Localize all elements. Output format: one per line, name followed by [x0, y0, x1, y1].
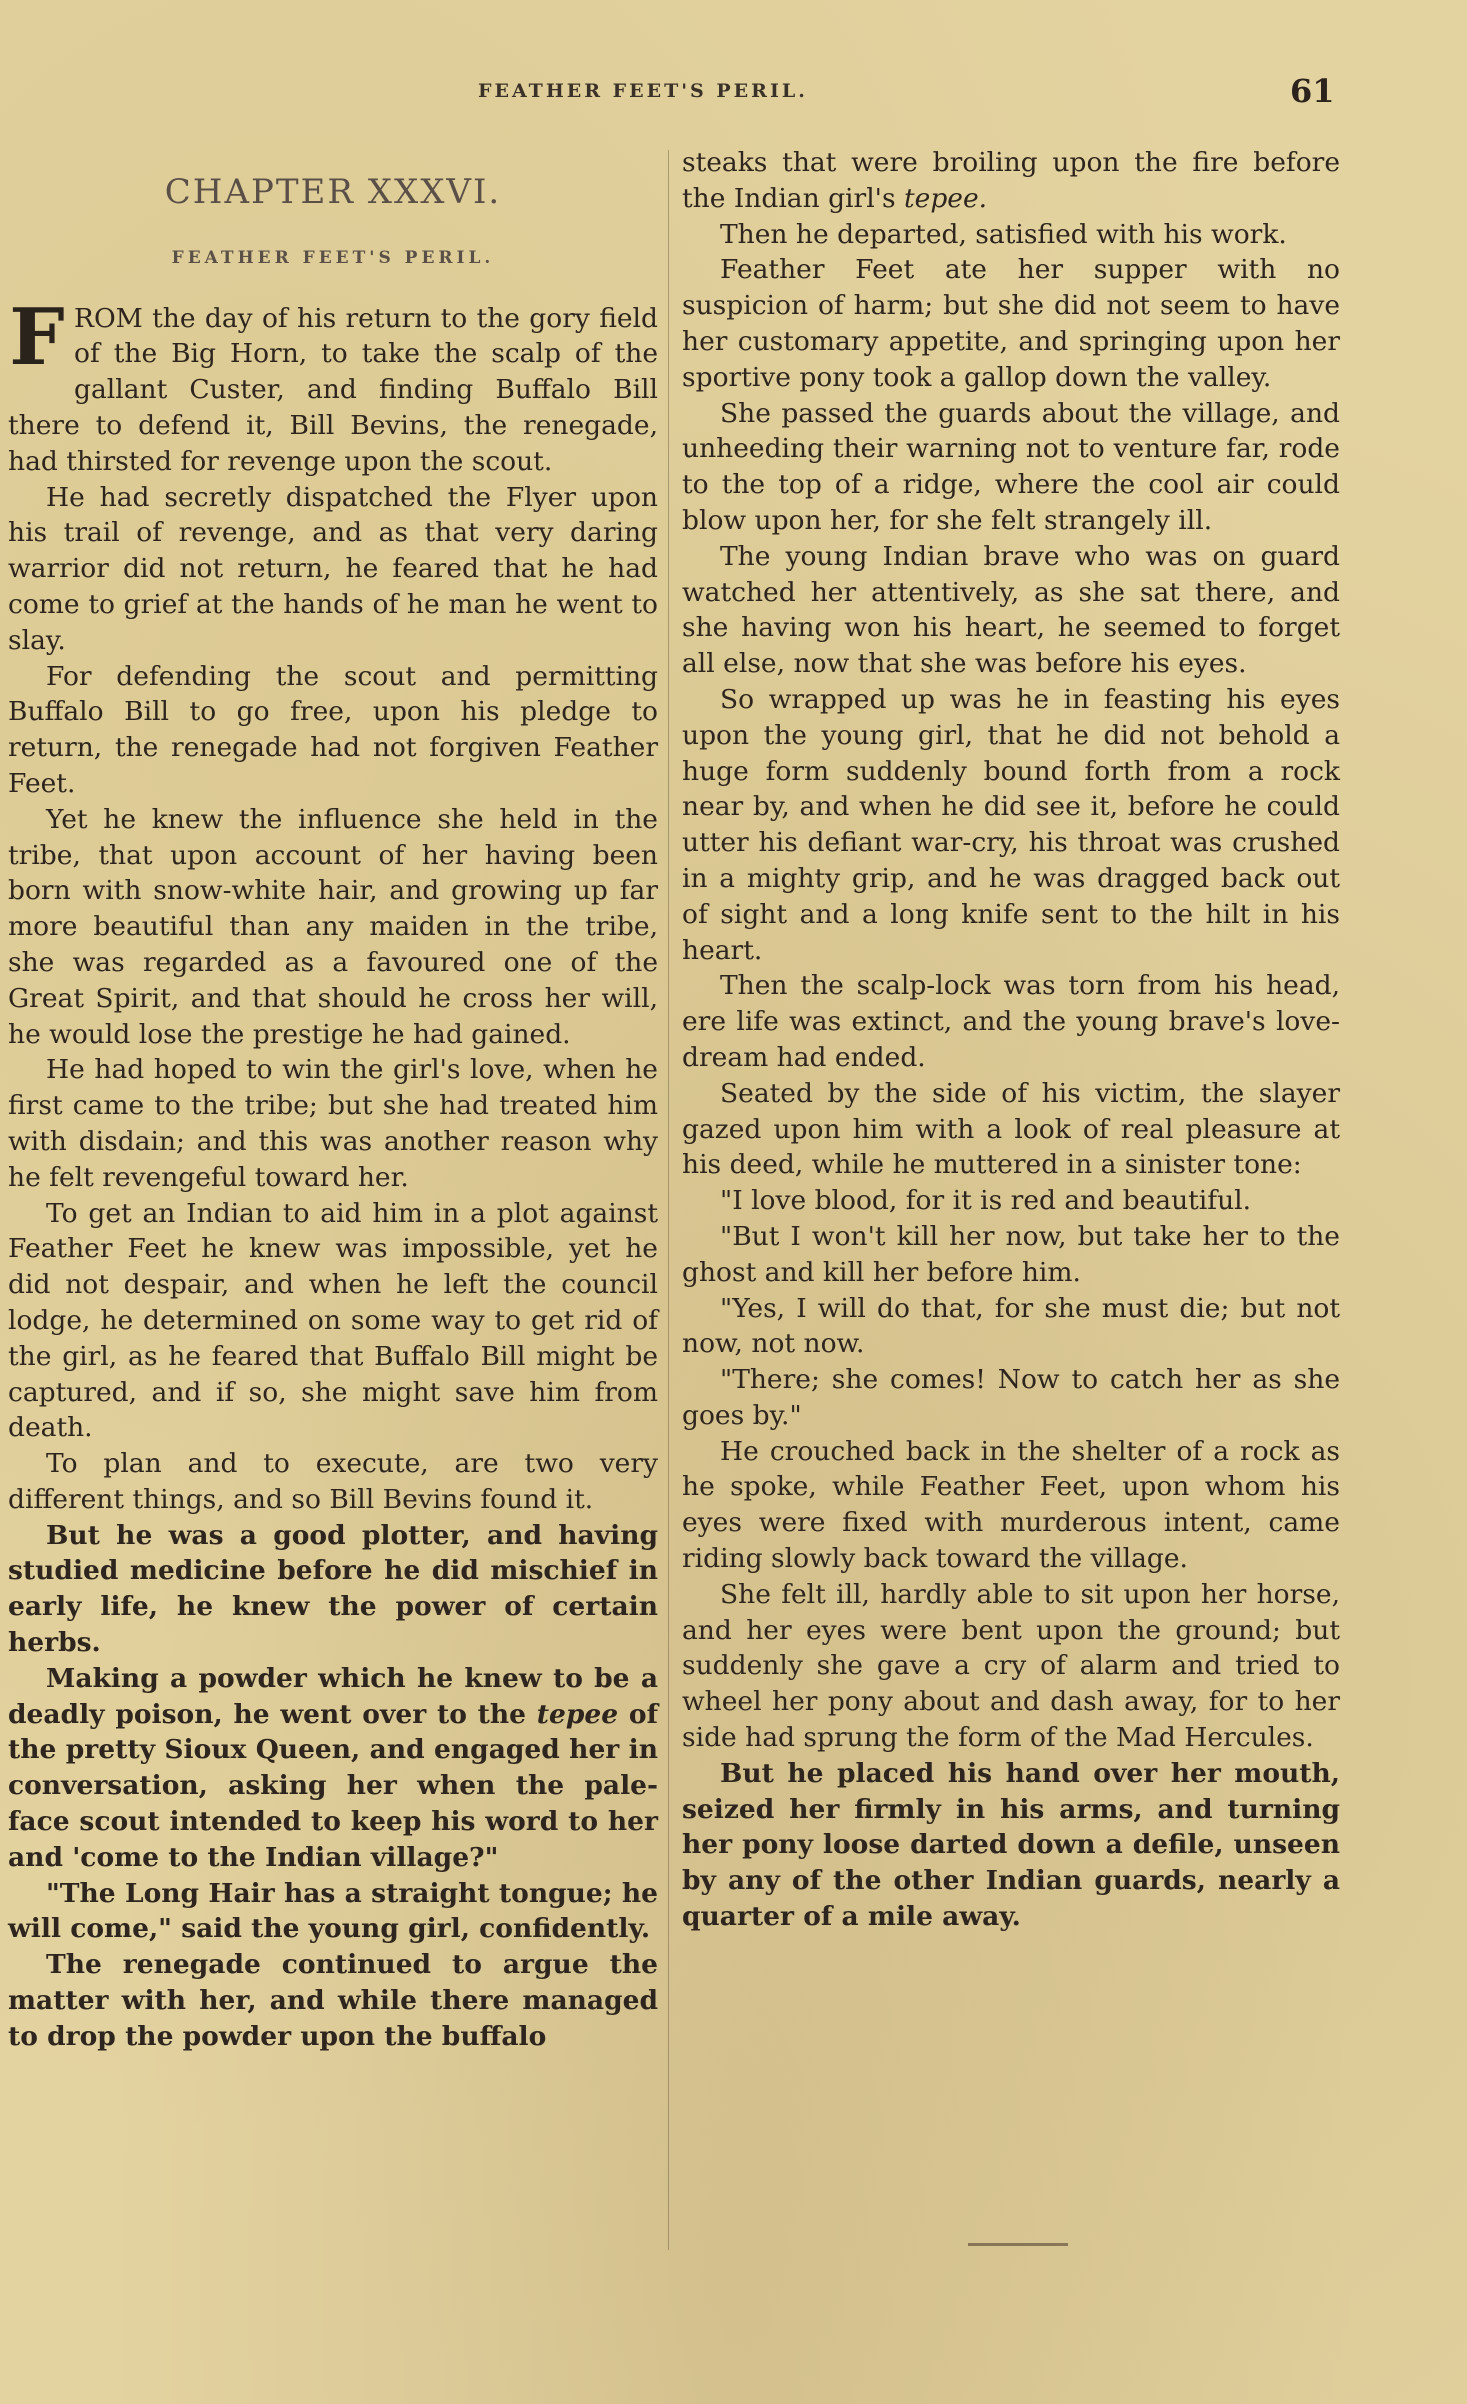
page-number: 61: [1290, 72, 1335, 110]
paragraph: Seated by the side of his victim, the slayer gazed upon him with a look of real pleasure at his deed, while he muttered in a sinister tone:: [682, 1077, 1340, 1181]
paragraph: "There; she comes! Now to catch her as she goes by.": [682, 1364, 1340, 1431]
paragraph: "The Long Hair has a straight tongue; he will come," said the young girl, confidently.: [8, 1877, 658, 1945]
chapter-subtitle: FEATHER FEET'S PERIL.: [171, 247, 495, 268]
paragraph-text: of the pretty Sioux Queen, and engaged her in conversation, asking her when the pale-face scout intended to keep his word to her and 'come to the Indian village?": [8, 1698, 658, 1873]
paragraph: So wrapped up was he in feasting his eyes upon the young girl, that he did not behold a huge form suddenly bound forth from a rock near by, and when he did see it, before he could utter his defiant war-cry, his throat was crushed in a mighty grip, and he was dragged back out of sight and a long knife sent to the hilt in his heart.: [682, 683, 1340, 966]
paragraph: The young Indian brave who was on guard watched her attentively, as she sat there, and she having won his heart, he seemed to forget all else, now that she was before his eyes.: [682, 540, 1340, 680]
column-divider: [668, 150, 669, 2250]
paragraph: Feather Feet ate her supper with no suspicion of harm; but she did not seem to have her customary appetite, and springing upon her sportive pony took a gallop down the valley.: [682, 254, 1340, 393]
paragraph: For defending the scout and permitting Buffalo Bill to go free, upon his pledge to return, the renegade had not forgiven Feather Feet.: [8, 660, 658, 799]
right-column: [682, 145, 1340, 1935]
paragraph-text: ROM the day of his return to the gory field of the Big Horn, to take the scalp of the gallant Custer, and finding Buffalo Bill there to defend it, Bill Bevins, the renegade, had thirsted for revenge upon the scout.: [8, 302, 658, 477]
running-header: [0, 72, 1467, 116]
chapter-title: CHAPTER XXXVI.: [164, 172, 502, 212]
paragraph: [682, 145, 1340, 217]
paragraph: [8, 291, 658, 480]
left-column: [8, 145, 658, 2055]
paragraph: Then he departed, satisfied with his work.: [720, 218, 1287, 250]
paragraph-text: steaks that were broiling upon the fire before the Indian girl's: [682, 147, 1340, 214]
paragraph: She passed the guards about the village, and unheeding their warning not to venture far, rode to the top of a ridge, where the cool air could blow upon her, for she felt strangely ill.: [682, 397, 1340, 536]
running-title: FEATHER FEET'S PERIL.: [478, 80, 808, 102]
paragraph: He crouched back in the shelter of a rock as he spoke, while Feather Feet, upon whom his eyes were fixed with murderous intent, came riding slowly back toward the village.: [682, 1435, 1340, 1575]
paragraph: But he placed his hand over her mouth, seized her firmly in his arms, and turning her pony loose darted down a defile, unseen by any of the other Indian guards, nearly a quarter of a mile away.: [682, 1757, 1340, 1933]
paragraph: To plan and to execute, are two very different things, and so Bill Bevins found it.: [8, 1448, 658, 1515]
drop-cap: F: [9, 291, 65, 383]
paragraph: "I love blood, for it is red and beautiful.: [720, 1185, 1252, 1217]
paragraph-text: Making a powder which he knew to be a deadly poison, he went over to the: [8, 1662, 658, 1730]
paragraph: "But I won't kill her now, but take her to the ghost and kill her before him.: [682, 1220, 1340, 1288]
paragraph: He had hoped to win the girl's love, when he first came to the tribe; but she had treated him with disdain; and this was another reason why he felt revengeful toward her.: [8, 1054, 658, 1193]
paragraph: Then the scalp-lock was torn from his head, ere life was extinct, and the young brave's love-dream had ended.: [682, 970, 1340, 1073]
paragraph: [8, 1661, 658, 1876]
chapter-end-rule: [968, 2243, 1068, 2246]
paragraph: Yet he knew the influence she held in the tribe, that upon account of her having been born with snow-white hair, and growing up far more beautiful than any maiden in the tribe, she was regarded as a favoured one of the Great Spirit, and that should he cross her will, he would lose the prestige he had gained.: [8, 803, 658, 1050]
paragraph: "Yes, I will do that, for she must die; but not now, not now.: [682, 1292, 1340, 1360]
paragraph: The renegade continued to argue the matter with her, and while there managed to drop the powder upon the buffalo: [8, 1949, 658, 2052]
italic-word: tepee: [536, 1698, 619, 1730]
paragraph: To get an Indian to aid him in a plot against Feather Feet he knew was impossible, yet he did not despair, and when he left the council lodge, he determined on some way to get rid of the girl, as he feared that Buffalo Bill might be captured, and if so, she might save him from death.: [8, 1197, 658, 1444]
paragraph: But he was a good plotter, and having studied medicine before he did mischief in early life, he knew the power of certain herbs.: [8, 1519, 658, 1659]
paragraph: He had secretly dispatched the Flyer upon his trail of revenge, and as that very daring warrior did not return, he feared that he had come to grief at the hands of he man he went to slay.: [8, 481, 658, 656]
paragraph: She felt ill, hardly able to sit upon her horse, and her eyes were bent upon the ground; but suddenly she gave a cry of alarm and tried to wheel her pony about and dash away, for to her side had sprung the form of the Mad Hercules.: [682, 1578, 1340, 1754]
italic-word: tepee.: [903, 182, 988, 214]
